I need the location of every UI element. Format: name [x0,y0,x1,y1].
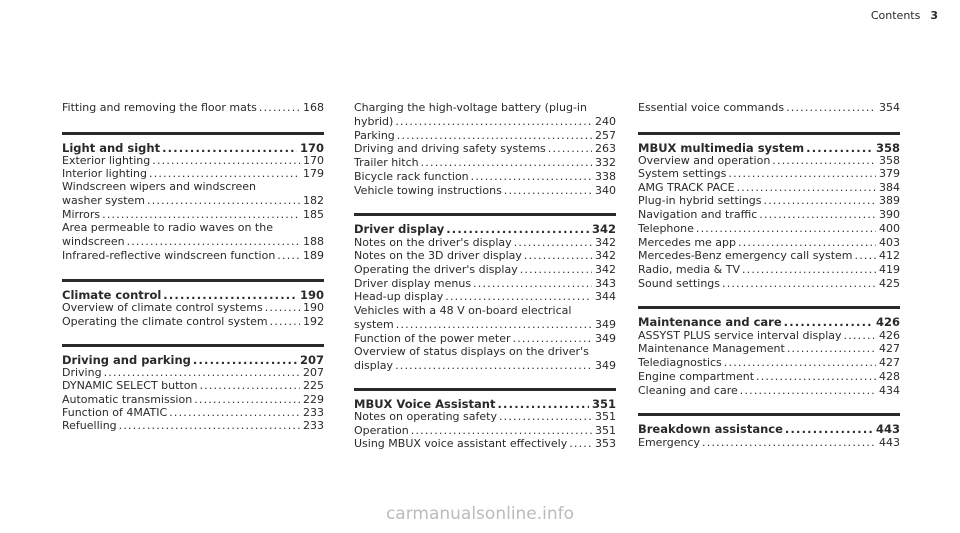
entry-page: 349 [595,332,616,345]
entry-label: Operating the climate control system [62,315,268,328]
leader-dots [147,194,300,208]
entry-label: System settings [638,167,727,180]
toc-entry[interactable] [354,437,616,451]
section-label: Breakdown assistance [638,422,783,436]
entry-label: Engine compartment [638,370,755,383]
leader-dots [277,249,300,263]
leader-dots [169,406,300,420]
leader-dots [193,353,297,367]
section-page: 426 [875,315,900,329]
toc-entry-line[interactable]: Charging the high-voltage battery (plug-in [354,101,587,114]
leader-dots [270,315,300,329]
page-header [871,9,938,22]
toc-entry[interactable] [354,290,616,304]
toc-entry[interactable] [638,236,900,250]
leader-dots [785,422,873,436]
entry-label: Maintenance Management [638,342,785,355]
leader-dots [569,437,592,451]
entry-label: Refuelling [62,419,117,432]
toc-entry[interactable] [638,370,900,384]
entry-label: washer system [62,194,145,207]
section-rule [62,279,324,282]
leader-dots [696,222,876,236]
entry-label: Driving [62,366,102,379]
entry-page: 229 [303,393,324,406]
section-rule [638,413,900,416]
section-rule [62,344,324,347]
entry-page: 351 [595,410,616,423]
toc-entry[interactable] [638,222,900,236]
toc-entry[interactable] [354,410,616,424]
toc-entry-line[interactable]: Area permeable to radio waves on the [62,221,273,234]
leader-dots [740,384,876,398]
entry-page: 400 [879,222,900,235]
entry-page: 342 [595,249,616,262]
toc-entry[interactable] [638,342,900,356]
entry-label: Function of the power meter [354,332,511,345]
entry-page: 354 [879,101,900,114]
leader-dots [722,277,876,291]
leader-dots [499,410,592,424]
leader-dots [199,379,300,393]
leader-dots [445,290,592,304]
entry-page: 344 [595,290,616,303]
section-page: 190 [299,288,324,302]
leader-dots [395,115,592,129]
entry-label: Operation [354,424,409,437]
leader-dots [473,277,592,291]
leader-dots [396,318,592,332]
entry-label: hybrid) [354,115,394,128]
section-title[interactable] [638,315,900,329]
toc-entry[interactable] [638,329,900,343]
toc-entry[interactable] [638,436,900,450]
entry-label: Operating the driver's display [354,263,518,276]
section-page: 170 [299,141,324,155]
toc-entry[interactable] [638,167,900,181]
toc-entry[interactable] [354,359,616,373]
entry-label: Infrared-reflective windscreen function [62,249,276,262]
page-number: 3 [930,9,938,22]
leader-dots [764,194,876,208]
toc-entry[interactable] [62,366,324,380]
toc-entry[interactable] [638,356,900,370]
entry-label: Overview and operation [638,154,771,167]
leader-dots [119,419,300,433]
toc-entry[interactable] [62,393,324,407]
entry-label: Mirrors [62,208,101,221]
toc-entry[interactable] [354,236,616,250]
toc-entry[interactable] [354,115,616,129]
entry-label: Notes on the 3D driver display [354,249,522,262]
entry-page: 233 [303,419,324,432]
leader-dots [411,424,592,438]
entry-page: 207 [303,366,324,379]
toc-entry[interactable] [354,249,616,263]
toc-entry[interactable] [62,154,324,168]
entry-page: 168 [303,101,324,114]
entry-label: Emergency [638,436,701,449]
entry-label: AMG TRACK PACE [638,181,735,194]
entry-label: Essential voice commands [638,101,785,114]
entry-label: Cleaning and care [638,384,738,397]
leader-dots [737,181,876,195]
entry-label: Radio, media & TV [638,263,740,276]
leader-dots [102,208,300,222]
leader-dots [471,170,592,184]
entry-page: 190 [303,301,324,314]
entry-page: 427 [879,356,900,369]
entry-label: Driver display menus [354,277,472,290]
entry-label: Exterior lighting [62,154,151,167]
toc-entry-line[interactable]: Windscreen wipers and windscreen [62,180,257,193]
leader-dots [504,184,592,198]
section-page: 358 [875,141,900,155]
section-label: Maintenance and care [638,315,782,329]
toc-entry[interactable] [62,235,324,249]
entry-label: Parking [354,129,395,142]
entry-label: Telephone [638,222,694,235]
entry-page: 233 [303,406,324,419]
section-label: Light and sight [62,141,161,155]
toc-entry[interactable] [62,194,324,208]
toc-entry[interactable] [354,424,616,438]
leader-dots [149,167,300,181]
section-page: 351 [591,397,616,411]
toc-entry[interactable] [638,249,900,263]
leader-dots [395,359,592,373]
entry-page: 389 [879,194,900,207]
leader-dots [163,288,297,302]
section-page: 207 [299,353,324,367]
entry-page: 342 [595,236,616,249]
section-title[interactable] [638,141,900,155]
entry-label: DYNAMIC SELECT button [62,379,198,392]
entry-page: 332 [595,156,616,169]
leader-dots [756,370,876,384]
toc-entry[interactable] [354,142,616,156]
section-title[interactable] [354,397,616,411]
entry-page: 428 [879,370,900,383]
entry-label: Automatic transmission [62,393,193,406]
leader-dots [127,235,300,249]
toc-entry[interactable] [638,277,900,291]
entry-page: 188 [303,235,324,248]
toc-entry[interactable] [354,184,616,198]
entry-page: 426 [879,329,900,342]
entry-label: Fitting and removing the floor mats [62,101,257,114]
entry-page: 349 [595,359,616,372]
entry-label: Notes on the driver's display [354,236,512,249]
entry-label: Using MBUX voice assistant effectively [354,437,568,450]
entry-label: Function of 4MATIC [62,406,168,419]
entry-page: 182 [303,194,324,207]
entry-page: 384 [879,181,900,194]
section-rule [354,388,616,391]
entry-label: windscreen [62,235,125,248]
leader-dots [152,154,300,168]
toc-entry[interactable] [62,301,324,315]
leader-dots [772,154,876,168]
toc-entry[interactable] [638,154,900,168]
entry-label: Telediagnostics [638,356,722,369]
entry-page: 192 [303,315,324,328]
leader-dots [514,236,592,250]
section-label: Driving and parking [62,353,191,367]
entry-label: Sound settings [638,277,721,290]
leader-dots [784,315,873,329]
leader-dots [844,329,876,343]
entry-page: 263 [595,142,616,155]
toc-entry[interactable] [62,315,324,329]
section-label: MBUX Voice Assistant [354,397,496,411]
section-page: 342 [591,222,616,236]
entry-page: 170 [303,154,324,167]
entry-page: 185 [303,208,324,221]
entry-label: Head-up display [354,290,444,303]
leader-dots [738,236,876,250]
entry-page: 434 [879,384,900,397]
entry-page: 342 [595,263,616,276]
toc-entry[interactable] [638,263,900,277]
entry-label: Vehicle towing instructions [354,184,502,197]
section-title[interactable] [354,222,616,236]
entry-page: 179 [303,167,324,180]
section-title[interactable] [62,353,324,367]
toc-entry[interactable] [354,170,616,184]
entry-page: 353 [595,437,616,450]
section-title[interactable] [638,422,900,436]
header-title: Contents [870,9,921,22]
entry-label: Interior lighting [62,167,148,180]
entry-label: Overview of climate control systems [62,301,263,314]
toc-entry[interactable] [354,129,616,143]
entry-page: 351 [595,424,616,437]
entry-page: 340 [595,184,616,197]
section-rule [354,213,616,216]
section-label: Climate control [62,288,162,302]
toc-entry[interactable] [354,277,616,291]
entry-label: Notes on operating safety [354,410,497,423]
section-rule [638,132,900,135]
leader-dots [759,208,876,222]
entry-page: 189 [303,249,324,262]
toc-entry[interactable] [354,263,616,277]
leader-dots [787,342,876,356]
toc-entry[interactable] [638,384,900,398]
watermark: carmanualsonline.info [385,504,575,524]
entry-page: 225 [303,379,324,392]
entry-label: Bicycle rack function [354,170,469,183]
leader-dots [855,249,877,263]
leader-dots [520,263,592,277]
entry-page: 419 [879,263,900,276]
entry-page: 443 [879,436,900,449]
leader-dots [724,356,876,370]
entry-page: 257 [595,129,616,142]
section-label: MBUX multimedia system [638,141,805,155]
leader-dots [702,436,876,450]
entry-page: 338 [595,170,616,183]
entry-page: 349 [595,318,616,331]
toc-entry[interactable] [62,249,324,263]
section-page: 443 [875,422,900,436]
toc-entry[interactable] [354,318,616,332]
entry-label: display [354,359,394,372]
toc-entry[interactable] [62,167,324,181]
leader-dots [162,141,297,155]
entry-page: 379 [879,167,900,180]
leader-dots [786,101,876,115]
toc-entry[interactable] [62,208,324,222]
toc-entry[interactable] [62,101,324,115]
toc-entry[interactable] [354,332,616,346]
toc-entry[interactable] [62,406,324,420]
entry-label: system [354,318,394,331]
leader-dots [513,332,592,346]
leader-dots [397,129,592,143]
section-rule [638,306,900,309]
leader-dots [548,142,592,156]
entry-page: 240 [595,115,616,128]
leader-dots [806,141,873,155]
entry-label: Trailer hitch [354,156,419,169]
toc-entry[interactable] [638,208,900,222]
entry-label: Driving and driving safety systems [354,142,546,155]
entry-page: 358 [879,154,900,167]
toc-entry-line[interactable]: Vehicles with a 48 V on-board electrical [354,304,572,317]
leader-dots [446,222,589,236]
toc-entry[interactable] [638,194,900,208]
section-label: Driver display [354,222,445,236]
entry-label: Navigation and traffic [638,208,758,221]
toc-entry[interactable] [638,181,900,195]
section-rule [62,132,324,135]
entry-label: ASSYST PLUS service interval display [638,329,842,342]
leader-dots [421,156,592,170]
entry-page: 390 [879,208,900,221]
leader-dots [104,366,300,380]
entry-page: 425 [879,277,900,290]
leader-dots [194,393,300,407]
entry-label: Mercedes-Benz emergency call system [638,249,853,262]
section-title[interactable] [62,141,324,155]
leader-dots [524,249,592,263]
entry-page: 412 [879,249,900,262]
entry-page: 343 [595,277,616,290]
leader-dots [265,301,300,315]
leader-dots [742,263,876,277]
entry-label: Mercedes me app [638,236,737,249]
toc-entry[interactable] [638,101,900,115]
toc-entry-line[interactable]: Overview of status displays on the driver's [354,345,589,358]
leader-dots [728,167,876,181]
section-title[interactable] [62,288,324,302]
leader-dots [259,101,300,115]
leader-dots [497,397,589,411]
toc-entry[interactable] [62,419,324,433]
toc-entry[interactable] [354,156,616,170]
entry-label: Plug-in hybrid settings [638,194,762,207]
entry-page: 403 [879,236,900,249]
entry-page: 427 [879,342,900,355]
toc-entry[interactable] [62,379,324,393]
